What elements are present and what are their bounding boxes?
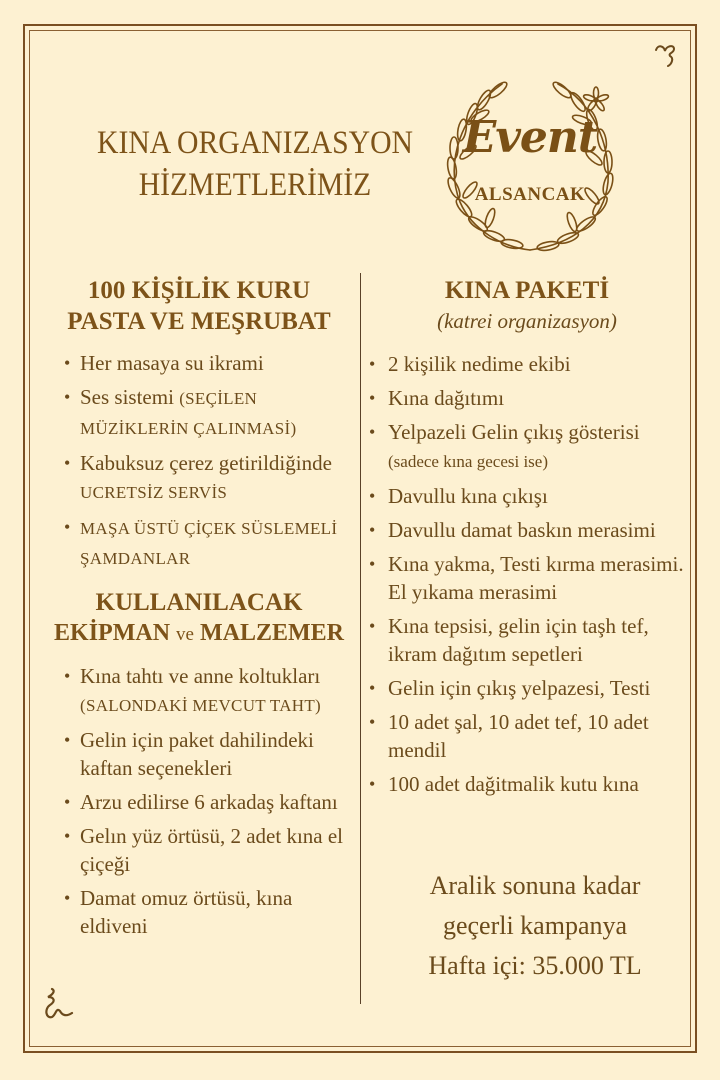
list-item	[40, 726, 358, 782]
section-heading-pasta	[40, 275, 358, 337]
title-line-1: KINA ORGANIZASYON	[97, 125, 413, 161]
heading-word: ve	[176, 624, 194, 645]
item-text: Yelpazeli Gelin çıkış gösterisi	[388, 420, 640, 444]
item-text: Kına tepsisi, gelin için taşh tef, ikram dağıtım sepetleri	[388, 614, 649, 666]
item-text: 2 kişilik nedime ekibi	[388, 352, 571, 376]
list-item	[40, 884, 358, 940]
item-text: Damat omuz örtüsü, kına eldiveni	[80, 886, 293, 938]
item-text: Kına tahtı ve anne koltukları	[80, 664, 321, 688]
list-item	[40, 788, 358, 816]
item-text: Kına dağıtımı	[388, 386, 505, 410]
list-item	[364, 516, 690, 544]
page-title	[80, 122, 431, 206]
list-item	[364, 384, 690, 412]
list-item	[364, 418, 690, 476]
flourish-ornament-icon	[40, 985, 76, 1025]
list-item	[364, 550, 690, 606]
item-text: Gelın yüz örtüsü, 2 adet kına el çiçeği	[80, 824, 344, 876]
item-text: 10 adet şal, 10 adet tef, 10 adet mendil	[388, 710, 649, 762]
heading-line: KULLANILACAK	[95, 589, 303, 616]
heading-word: EKİPMAN	[54, 620, 171, 646]
laurel-wreath-icon	[432, 72, 628, 258]
heading-word: MALZEMER	[199, 620, 344, 646]
right-column	[364, 275, 690, 804]
list-item	[364, 350, 690, 378]
item-text: Gelin için çıkış yelpazesi, Testi	[388, 676, 651, 700]
list-item	[40, 822, 358, 878]
item-text: Davullu kına çıkışı	[388, 484, 548, 508]
left-column	[40, 275, 358, 946]
logo-subtitle: ALSANCAK	[474, 184, 586, 205]
list-item	[40, 449, 358, 507]
title-line-2: HİZMETLERİMİZ	[138, 167, 372, 203]
item-note: (SALONDAKİ MEVCUT TAHT)	[80, 696, 322, 715]
equipment-list	[40, 662, 358, 940]
list-item	[40, 513, 358, 573]
item-note: (sadece kına gecesi ise)	[388, 452, 548, 471]
event-alsancak-logo	[432, 72, 628, 258]
logo-script-text: Event	[462, 112, 598, 163]
item-text: Her masaya su ikrami	[80, 351, 264, 375]
item-text: Kabuksuz çerez getirildiğinde	[80, 451, 332, 475]
item-text: 100 adet dağitmalik kutu kına	[388, 772, 639, 796]
list-item	[40, 662, 358, 720]
heading-line: PASTA VE MEŞRUBAT	[67, 308, 331, 335]
heading-line	[40, 618, 358, 650]
promo-line-2: geçerli kampanya	[442, 911, 628, 940]
section-heading-kina-paketi: KINA PAKETİ	[444, 277, 610, 304]
list-item	[364, 674, 690, 702]
list-item	[364, 708, 690, 764]
item-text: Arzu edilirse 6 arkadaş kaftanı	[80, 790, 338, 814]
list-item	[364, 612, 690, 668]
pasta-list	[40, 349, 358, 573]
flourish-ornament-icon	[652, 40, 684, 70]
item-text: Kına yakma, Testi kırma merasimi. El yıkama merasimi	[388, 552, 684, 604]
section-subheading: (katrei organizasyon)	[437, 309, 617, 333]
item-text: Gelin için paket dahilindeki kaftan seçenekleri	[80, 728, 314, 780]
promo-price: Hafta içi: 35.000 TL	[428, 951, 642, 980]
list-item	[364, 770, 690, 798]
list-item	[364, 482, 690, 510]
heading-line: 100 KİŞİLİK KURU	[87, 277, 311, 304]
item-note: MAŞA ÜSTÜ ÇİÇEK SÜSLEMELİ ŞAMDANLAR	[80, 519, 338, 568]
kina-paketi-list	[364, 350, 690, 798]
item-note: (SEÇİLEN MÜZİKLERİN ÇALINMASİ)	[80, 389, 297, 438]
column-divider	[360, 273, 361, 1004]
list-item	[40, 349, 358, 377]
item-text: Ses sistemi	[80, 385, 180, 409]
item-text: Davullu damat baskın merasimi	[388, 518, 656, 542]
list-item	[40, 383, 358, 443]
item-note: UCRETSİZ SERVİS	[80, 483, 228, 502]
promo-line-1: Aralik sonuna kadar	[429, 871, 641, 900]
section-heading-equipment	[40, 587, 358, 650]
campaign-promo	[370, 866, 700, 986]
